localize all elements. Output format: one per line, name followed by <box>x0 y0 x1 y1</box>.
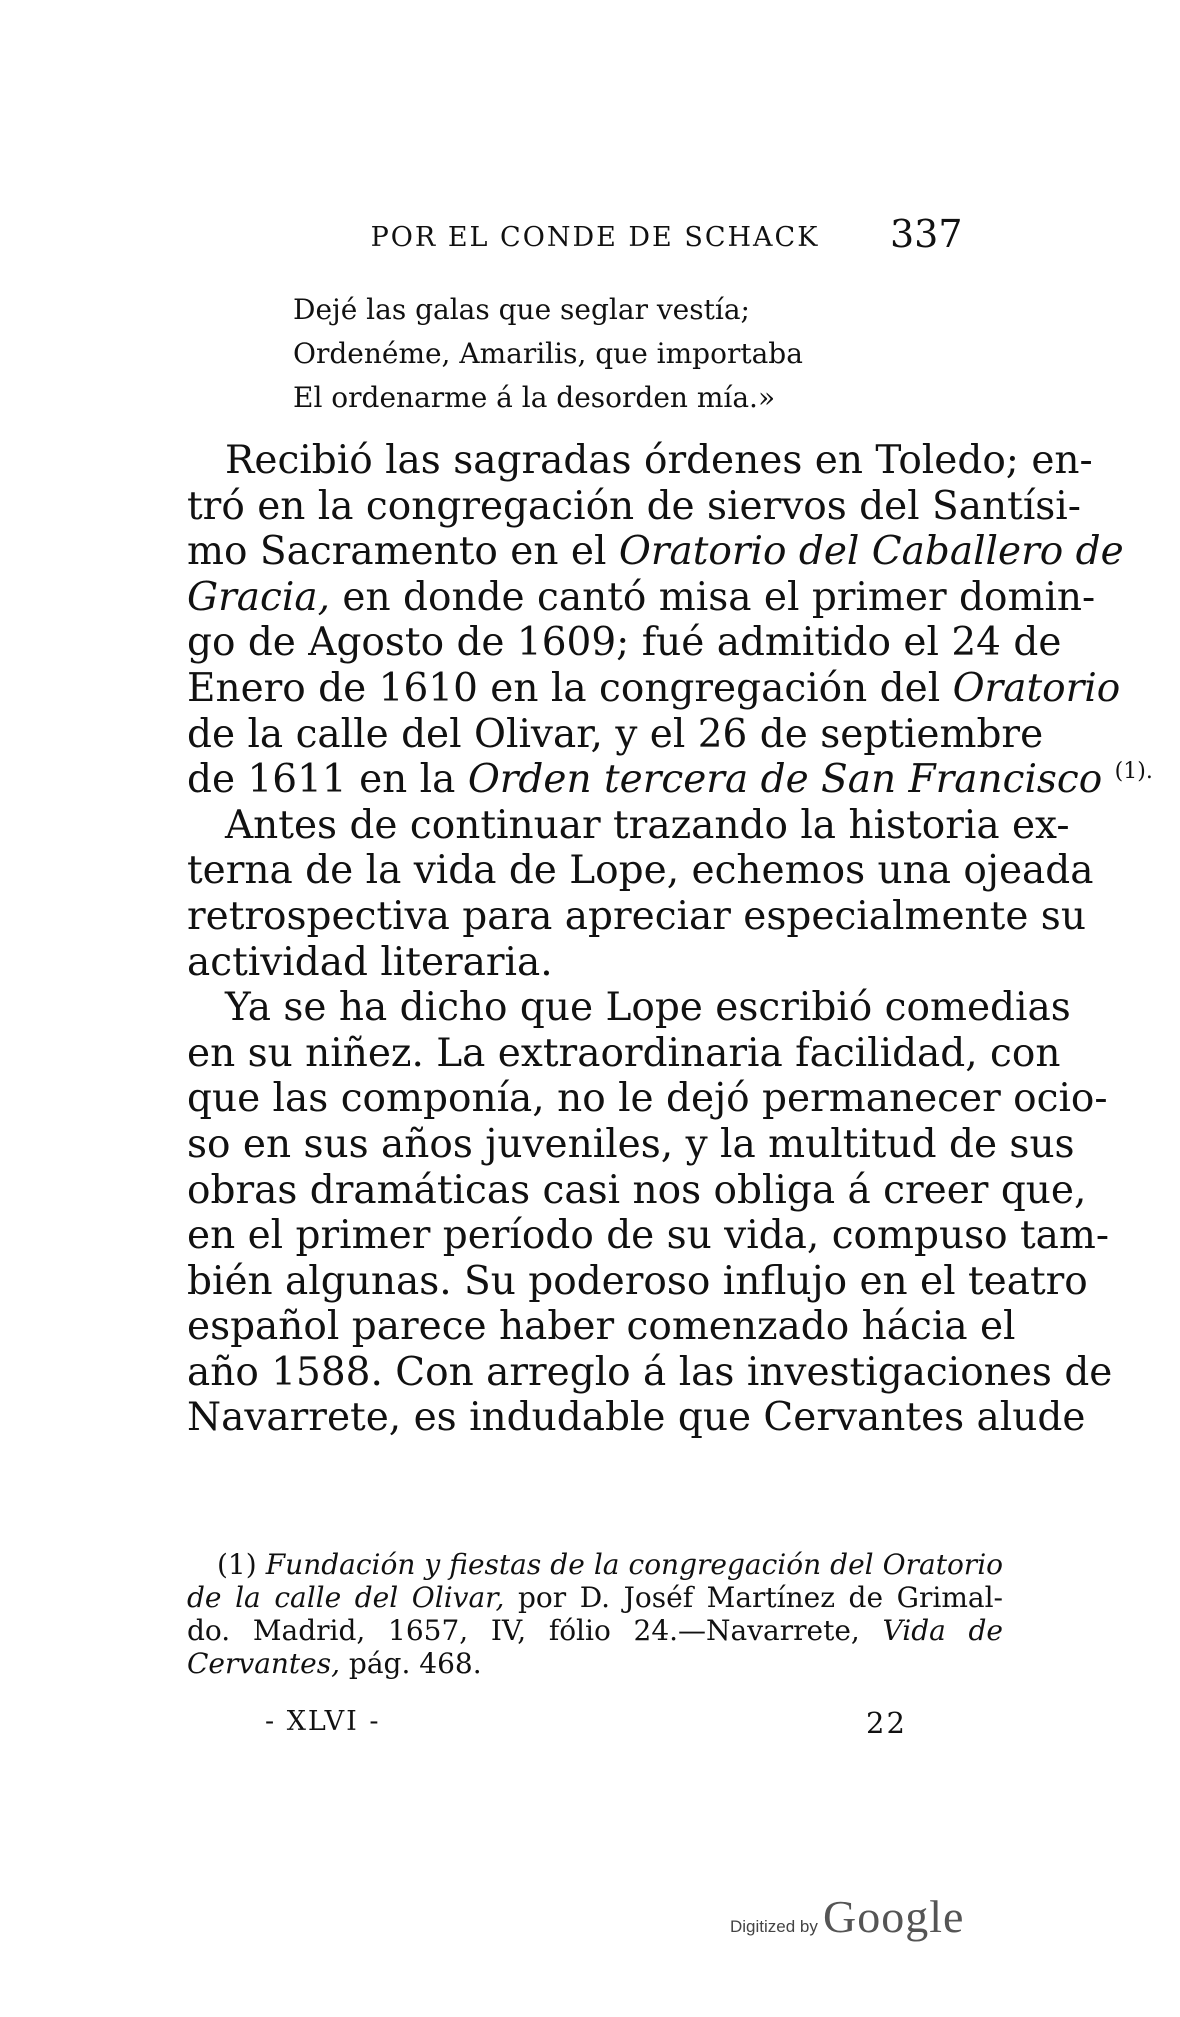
watermark-prefix: Digitized by <box>730 1917 818 1936</box>
footnote-line: do. Madrid, 1657, IV, fólio 24.—Navarrete, Vida de <box>187 1614 1003 1647</box>
text-line: español parece haber comenzado hácia el <box>187 1304 1016 1350</box>
text-line: en el primer período de su vida, compuso tam- <box>187 1213 1110 1259</box>
italic-title: Oratorio <box>952 665 1121 711</box>
body-text <box>187 438 1153 1441</box>
text-line: que las componía, no le dejó permanecer ocio- <box>187 1076 1108 1122</box>
italic-title: Oratorio del Caballero de <box>618 529 1124 575</box>
verse-quotation <box>293 288 913 420</box>
text-line: bién algunas. Su poderoso influjo en el teatro <box>187 1258 1088 1304</box>
text-line: en su niñez. La extraordinaria facilidad, con <box>187 1030 1061 1076</box>
text-line: Recibió las sagradas órdenes en Toledo; en- <box>225 438 1093 483</box>
footnote-line: Cervantes, pág. 468. <box>187 1647 482 1680</box>
text-line: obras dramáticas casi nos obliga á creer que, <box>187 1167 1087 1213</box>
text-line: Enero de 1610 en la congregación del Oratorio <box>187 665 1121 711</box>
text-line: Navarrete, es indudable que Cervantes alude <box>187 1395 1086 1441</box>
sheet-number: 22 <box>866 1706 907 1740</box>
footnote <box>187 1548 1003 1680</box>
text-line: de la calle del Olivar, y el 26 de septiembre <box>187 711 1044 757</box>
signature-mark: - XLVI - <box>265 1706 381 1737</box>
running-title: POR EL CONDE DE SCHACK <box>370 222 820 253</box>
text-line: año 1588. Con arreglo á las investigaciones de <box>187 1349 1113 1395</box>
italic-title: Gracia, <box>187 574 331 620</box>
text-line: mo Sacramento en el Oratorio del Caballero de <box>187 529 1124 575</box>
verse-line: Ordenéme, Amarilis, que importaba <box>293 337 803 370</box>
text-line: go de Agosto de 1609; fué admitido el 24 de <box>187 620 1062 666</box>
footnote-reference: (1). <box>1114 759 1153 785</box>
google-logo: Google <box>822 1891 965 1942</box>
footnote-marker: (1) <box>217 1548 257 1581</box>
text-line: terna de la vida de Lope, echemos una ojeada <box>187 848 1094 894</box>
text-line: Antes de continuar trazando la historia ex- <box>225 802 1070 848</box>
text-line: Gracia, en donde cantó misa el primer domin- <box>187 574 1096 620</box>
verse-line: El ordenarme á la desorden mía.» <box>293 381 776 414</box>
text-line: tró en la congregación de siervos del Santísi- <box>187 483 1081 529</box>
page-number: 337 <box>890 212 963 256</box>
text-line: de 1611 en la Orden tercera de San Francisco $^{(1).}$ <box>187 757 1153 803</box>
italic-title: Orden tercera de San Francisco <box>467 757 1103 803</box>
verse-line: Dejé las galas que seglar vestía; <box>293 293 750 326</box>
footnote-line: de la calle del Olivar, por D. Joséf Martínez de Grimal- <box>187 1581 1003 1614</box>
text-line: so en sus años juveniles, y la multitud de sus <box>187 1121 1075 1167</box>
text-line: Ya se ha dicho que Lope escribió comedias <box>225 985 1071 1031</box>
text-line: actividad literaria. <box>187 939 553 985</box>
text-line: retrospectiva para apreciar especialmente su <box>187 893 1086 939</box>
footnote-line: (1) Fundación y fiestas de la congregación del Oratorio <box>217 1548 1004 1581</box>
digitization-watermark <box>730 1890 964 1943</box>
